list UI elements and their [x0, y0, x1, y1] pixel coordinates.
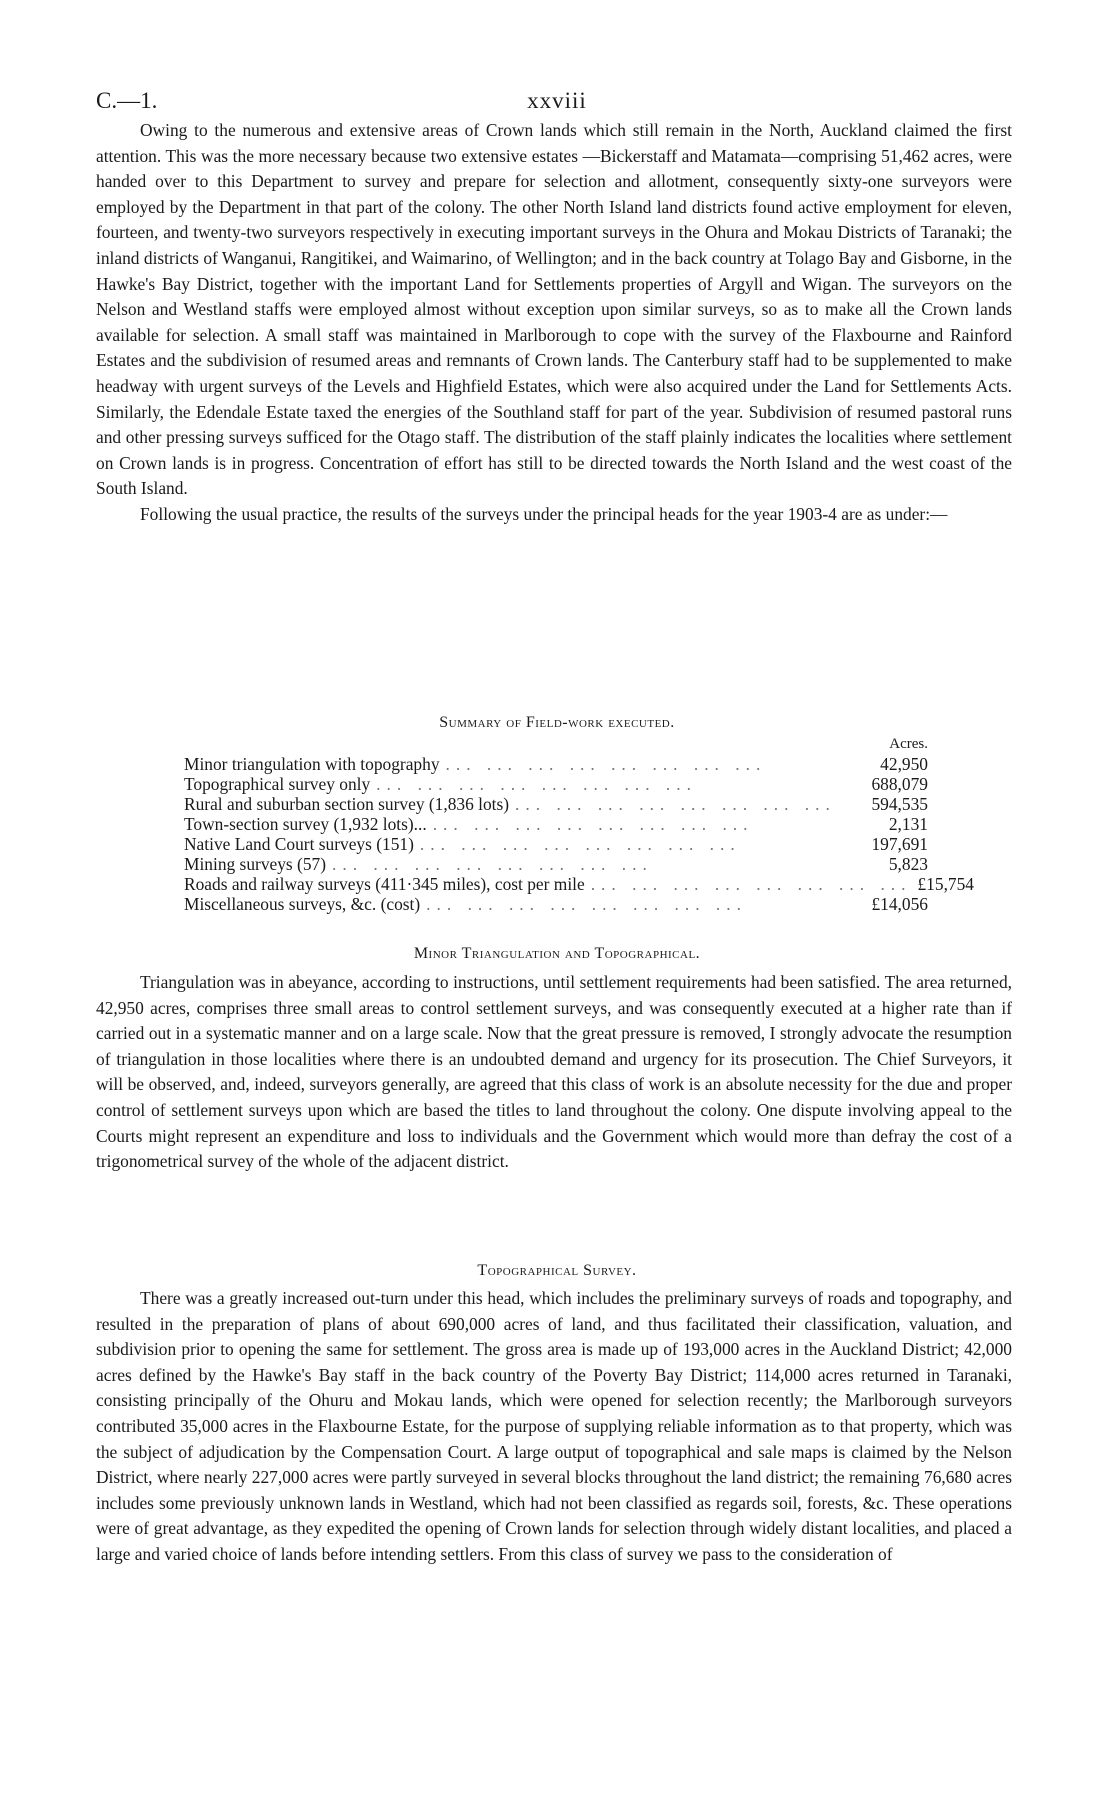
table-row	[184, 894, 928, 914]
leader-dots: ... ... ... ... ... ... ... ...	[419, 834, 741, 854]
row-label: Native Land Court surveys (151)	[184, 834, 414, 854]
leader-dots: ... ... ... ... ... ... ... ...	[515, 794, 836, 814]
row-value: 2,131	[888, 814, 928, 834]
row-value: £15,754	[917, 874, 975, 894]
minor-triangulation-text	[96, 970, 1012, 1175]
minor-triangulation-paragraph: Triangulation was in abeyance, according to instructions, until settlement requirements had been satisfied. The area returned, 42,950 acres, comprises three small areas to control settlement surveys, and was consequently executed at a higher rate than if carried out in a systematic manner and on a large scale. Now that the great pressure is removed, I strongly advocate the resumption of triangulation in those localities where there is an undoubted demand and urgency for its prosecution. The Chief Surveyors, it will be observed, and, indeed, surveyors generally, are agreed that this class of work is an absolute necessity for the due and proper control of settlement surveys upon which are based the titles to land throughout the colony. One dispute involving appeal to the Courts might represent an expenditure and loss to individuals and the Government which would more than defray the cost of a trigonometrical survey of the whole of the adjacent district.	[96, 972, 1012, 1172]
leader-dots: ... ... ... ... ... ... ... ...	[590, 874, 912, 894]
table-row	[184, 874, 975, 894]
table-row	[184, 794, 928, 814]
row-label: Town-section survey (1,932 lots)...	[184, 814, 427, 834]
row-label: Minor triangulation with topography	[184, 754, 440, 774]
row-label: Mining surveys (57)	[184, 854, 327, 874]
row-value: 594,535	[871, 794, 928, 814]
summary-table	[184, 734, 975, 914]
section-code: C.—1.	[96, 88, 158, 113]
leader-dots: ... ... ... ... ... ... ... ...	[376, 774, 697, 794]
row-label: Miscellaneous surveys, &c. (cost)	[184, 894, 421, 914]
topographical-survey-heading: Topographical Survey.	[477, 1262, 637, 1279]
summary-heading: Summary of Field-work executed.	[439, 714, 675, 731]
leader-dots: ... ... ... ... ... ... ... ...	[432, 814, 754, 834]
row-value: 5,823	[888, 854, 928, 874]
table-row	[184, 834, 928, 854]
minor-triangulation-heading: Minor Triangulation and Topographical.	[413, 945, 701, 962]
topographical-survey-paragraph: There was a greatly increased out-turn under this head, which includes the preliminary surveys of roads and topography, and resulted in the preparation of plans of about 690,000 acres of land, and thus facilitated their classification, valuation, and subdivision prior to opening the same for settlement. The gross area is made up of 193,000 acres in the Auckland District; 42,000 acres defined by the Hawke's Bay staff in the back country of the Poverty Bay District; 114,000 acres returned in Taranaki, consisting principally of the Ohuru and Mokau lands, which were opened for selection recently; the Marlborough surveyors contributed 35,000 acres in the Flaxbourne Estate, for the purpose of supplying reliable information as to that property, which was the subject of adjudication by the Compensation Court. A large output of topographical and sale maps is claimed by the Nelson District, where nearly 227,000 acres were partly surveyed in several blocks throughout the land district; the remaining 76,680 acres includes some previously unknown lands in Westland, which had not been classified as regards soil, forests, &c. These operations were of great advantage, as they expedited the opening of Crown lands for selection through widely distant localities, and placed a large and varied choice of lands before intending settlers. From this class of survey we pass to the consideration of	[96, 1288, 1012, 1564]
row-label: Roads and railway surveys (411·345 miles), cost per mile	[184, 874, 585, 894]
leader-dots: ... ... ... ... ... ... ... ...	[332, 854, 653, 874]
row-label: Rural and suburban section survey (1,836 lots)	[184, 794, 510, 814]
table-row	[184, 774, 928, 794]
intro-text	[96, 118, 1012, 528]
table-row	[184, 814, 928, 834]
table-row	[184, 854, 928, 874]
intro-paragraph-1: Owing to the numerous and extensive areas of Crown lands which still remain in the North, Auckland claimed the first attention. This was the more necessary because two extensive estates —Bickerstaff and Matamata—comprising 51,462 acres, were handed over to this Department to survey and prepare for selection and allotment, consequently sixty-one surveyors were employed by the Department in that part of the colony. The other North Island land districts found active employment for eleven, fourteen, and twenty-two surveyors respectively in executing important surveys in the Ohura and Mokau Districts of Taranaki; the inland districts of Wanganui, Rangitikei, and Waimarino, of Wellington; and in the back country at Tolago Bay and Gisborne, in the Hawke's Bay District, together with the important Land for Settlements properties of Argyll and Wigan. The surveyors on the Nelson and Westland staffs were employed almost without exception upon similar surveys, so as to make all the Crown lands available for selection. A small staff was maintained in Marlborough to cope with the survey of the Flaxbourne and Rainford Estates and the subdivision of resumed areas and remnants of Crown lands. The Canterbury staff had to be supplemented to make headway with urgent surveys of the Levels and Highfield Estates, which were also acquired under the Land for Settlements Acts. Similarly, the Edendale Estate taxed the energies of the Southland staff for part of the year. Subdivision of resumed pastoral runs and other pressing surveys sufficed for the Otago staff. The distribution of the staff plainly indicates the localities where settlement on Crown lands is in progress. Concentration of effort has still to be directed towards the North Island and the west coast of the South Island.	[96, 120, 1012, 499]
topographical-survey-text	[96, 1286, 1012, 1568]
acres-column-header: Acres.	[889, 736, 928, 752]
table-row	[184, 754, 928, 774]
row-label: Topographical survey only	[184, 774, 371, 794]
row-value: 688,079	[871, 774, 928, 794]
row-value: 42,950	[880, 754, 928, 774]
leader-dots: ... ... ... ... ... ... ... ...	[426, 894, 747, 914]
intro-paragraph-2: Following the usual practice, the results of the surveys under the principal heads for the year 1903-4 are as under:—	[140, 503, 948, 524]
leader-dots: ... ... ... ... ... ... ... ...	[445, 754, 767, 774]
row-value: 197,691	[871, 834, 928, 854]
row-value: £14,056	[871, 894, 928, 914]
page-number: xxviii	[527, 88, 587, 113]
